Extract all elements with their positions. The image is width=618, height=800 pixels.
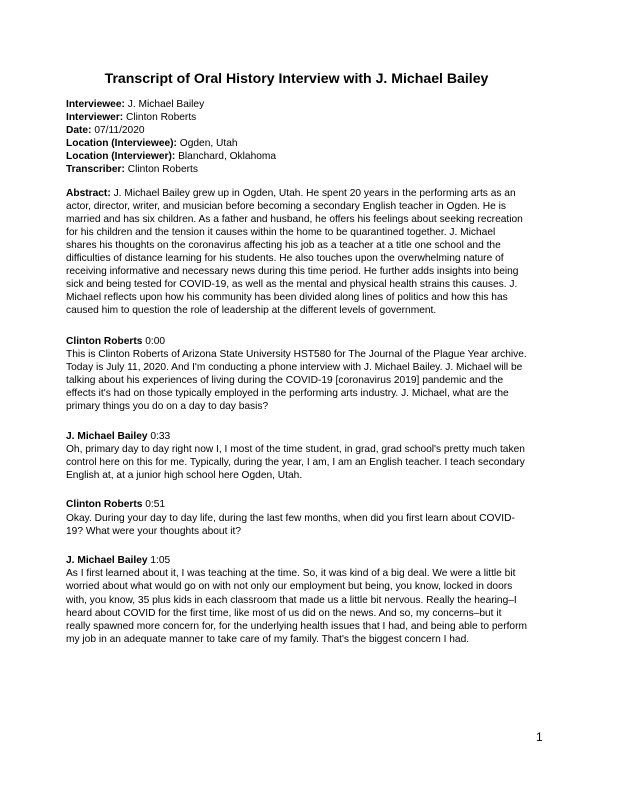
meta-row-interviewee <box>66 98 527 111</box>
transcript-section <box>66 335 527 646</box>
meta-label: Location (Interviewer): <box>66 151 176 163</box>
speaker-timestamp: 0:33 <box>150 430 171 442</box>
speaker-heading <box>66 554 527 567</box>
metadata-block <box>66 98 527 177</box>
speaker-heading <box>66 498 527 511</box>
meta-label: Location (Interviewee): <box>66 138 177 150</box>
meta-label: Transcriber: <box>66 164 125 176</box>
speaker-name: J. Michael Bailey <box>66 430 148 442</box>
speaker-timestamp: 0:51 <box>145 499 166 511</box>
speaker-timestamp: 1:05 <box>150 555 171 567</box>
speech-paragraph: As I first learned about it, I was teaching at the time. So, it was kind of a big deal. We were a little bit worried about what would go on with not only our employment but being, you know, locked in doors with, you know, 35 plus kids in each classroom that made us a little bit nervous. Really the hearing–I heard about COVID for the first time, like most of us did on the news. And so, my concerns–but it really spawned more concern for, for the underlying health issues that I had, and being able to perform my job in an adequate manner to take care of my family. That's the biggest concern I had. <box>66 568 527 645</box>
meta-row-location-interviewee <box>66 137 527 150</box>
meta-value: Clinton Roberts <box>127 164 198 176</box>
speaker-name: J. Michael Bailey <box>66 555 148 567</box>
speaker-heading <box>66 430 527 443</box>
speech-paragraph: Oh, primary day to day right now I, I most of the time student, in grad, grad school's pretty much taken control here on this for me. Typically, during the year, I am, I am an English teacher. I teach secondary English at, at a junior high school here Ogden, Utah. <box>66 443 525 481</box>
meta-value: Blanchard, Oklahoma <box>178 151 277 163</box>
abstract-text: J. Michael Bailey grew up in Ogden, Utah. He spent 20 years in the performing arts as an actor, director, writer, and musician before becoming a secondary English teacher in Ogden. He is married and has six children. As a father and husband, he offers his feelings about seeking recreation for his children and the tension it causes within the home to be quarantined together. J. Michael shares his thoughts on the coronavirus affecting his job as a teacher at a title one school and the difficulties of distance learning for his students. He also touches upon the overwhelming nature of receiving informative and necessary news during this time period. He further adds insights into being sick and being tested for COVID-19, as well as the mental and physical health strains this causes. J. Michael reflects upon how his community has been divided along lines of politics and how this has caused him to question the role of leadership at the different levels of government. <box>66 187 523 317</box>
meta-value: Clinton Roberts <box>126 112 197 124</box>
document-title: Transcript of Oral History Interview with J. Michael Bailey <box>104 70 489 86</box>
speaker-timestamp: 0:00 <box>145 335 166 347</box>
meta-value: J. Michael Bailey <box>127 99 205 110</box>
abstract-label: Abstract: <box>66 187 111 199</box>
speaker-name: Clinton Roberts <box>66 499 143 511</box>
transcript-entry <box>66 554 527 646</box>
speaker-heading <box>66 335 527 348</box>
meta-value: 07/11/2020 <box>94 125 145 137</box>
transcript-entry <box>66 498 527 537</box>
abstract-paragraph <box>66 187 527 318</box>
meta-row-interviewer <box>66 111 527 124</box>
meta-row-transcriber <box>66 163 527 176</box>
document-content <box>66 0 527 646</box>
meta-label: Date: <box>66 125 92 137</box>
meta-row-date <box>66 124 527 137</box>
transcript-entry <box>66 335 527 414</box>
meta-row-location-interviewer <box>66 150 527 163</box>
page-number: 1 <box>536 730 543 744</box>
meta-label: Interviewee: <box>66 99 125 110</box>
speech-paragraph: This is Clinton Roberts of Arizona State University HST580 for The Journal of the Plague Year archive. Today is July 11, 2020. And I'm conducting a phone interview with J. Michael Bailey. J. Michael will be talking about his experiences of living during the COVID-19 [coronavirus 2019] pandemic and the effects it's had on those typically employed in the performing arts industry. J. Michael, what are the primary things you do on a day to day basis? <box>66 348 527 412</box>
meta-label: Interviewer: <box>66 112 124 124</box>
speaker-name: Clinton Roberts <box>66 335 143 347</box>
meta-value: Ogden, Utah <box>179 138 238 150</box>
speech-paragraph: Okay. During your day to day life, during the last few months, when did you first learn about COVID-19? What were your thoughts about it? <box>66 512 515 537</box>
transcript-entry <box>66 430 527 482</box>
